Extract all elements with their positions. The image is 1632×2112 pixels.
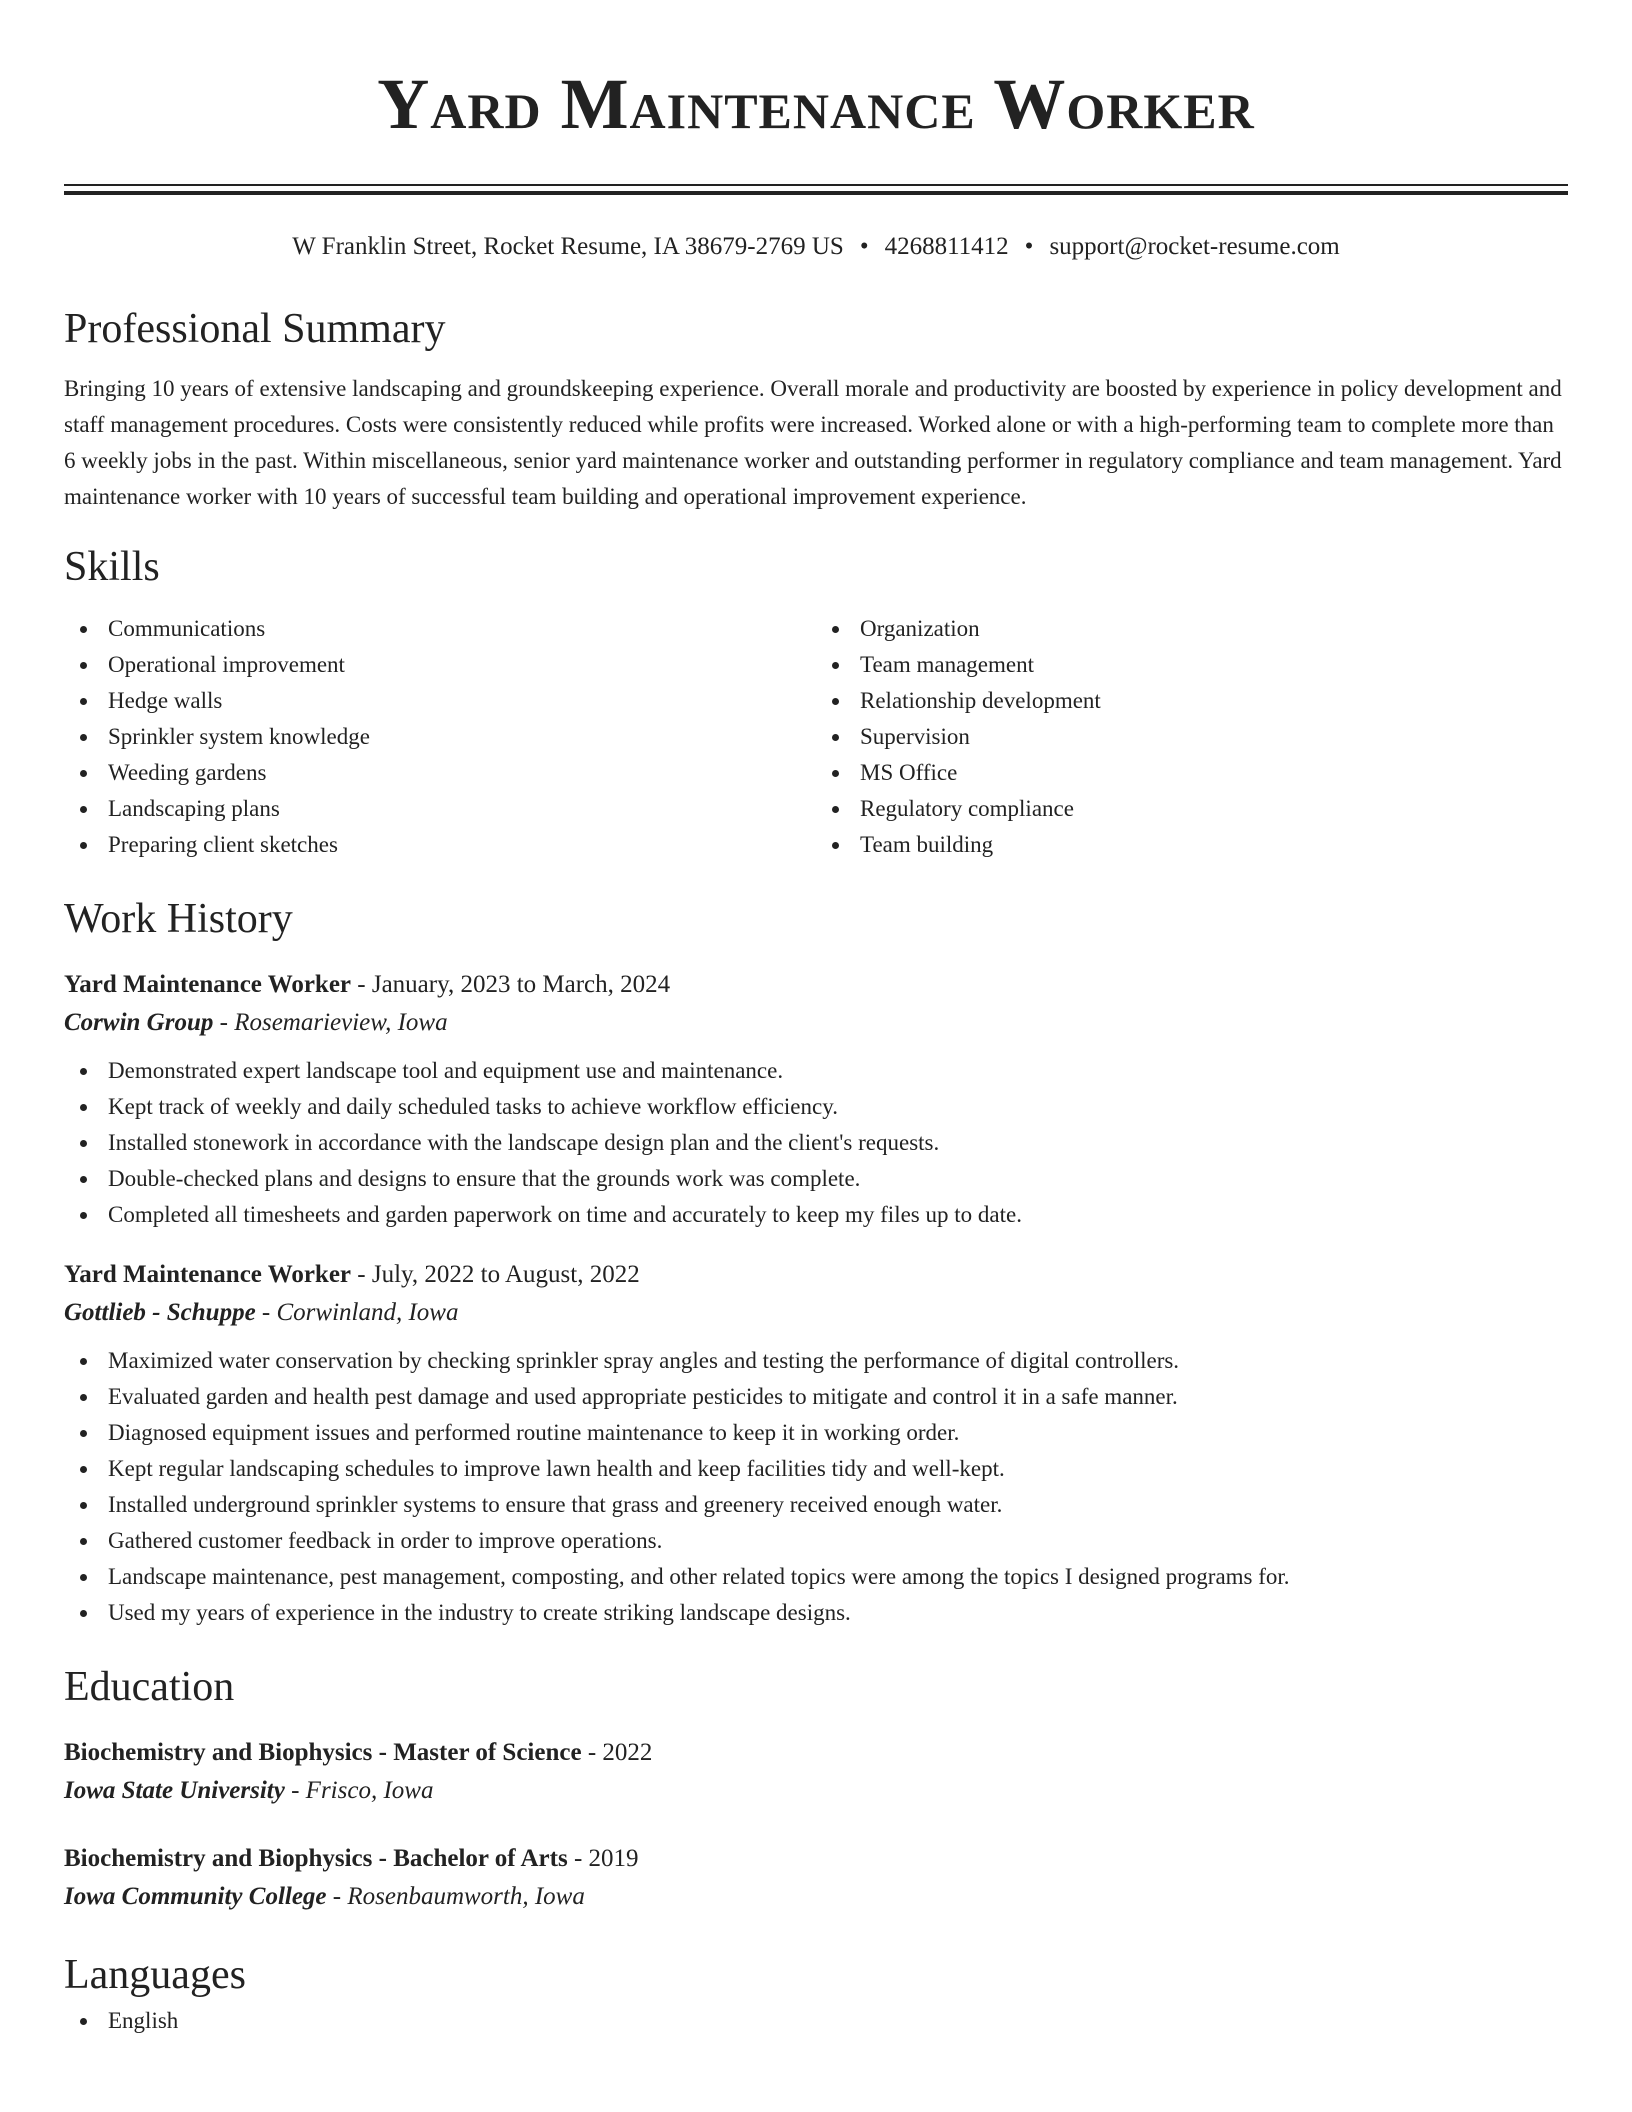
skill-item: MS Office	[816, 755, 1568, 791]
education-year: - 2022	[581, 1739, 653, 1766]
job-dates: - January, 2023 to March, 2024	[351, 971, 671, 998]
job-bullet: Kept regular landscaping schedules to improve lawn health and keep facilities tidy and well-kept.	[64, 1451, 1568, 1487]
education-degree: Biochemistry and Biophysics - Bachelor of Arts	[64, 1845, 568, 1872]
job-bullet: Used my years of experience in the industry to create striking landscape designs.	[64, 1595, 1568, 1631]
title-divider-thick	[64, 191, 1568, 195]
education-degree-line	[64, 1735, 1568, 1771]
contact-separator: •	[1024, 233, 1034, 260]
job-bullets	[64, 1053, 1568, 1233]
summary-heading: Professional Summary	[64, 306, 446, 352]
language-item: English	[64, 2003, 1568, 2039]
skills-heading: Skills	[64, 544, 160, 590]
education-entry	[64, 1841, 1568, 1917]
contact-phone: 4268811412	[884, 233, 1009, 260]
job-title-line	[64, 967, 1568, 1003]
education-entry	[64, 1735, 1568, 1811]
contact-line	[64, 231, 1568, 263]
contact-separator: •	[859, 233, 869, 260]
summary-text: Bringing 10 years of extensive landscaping and groundskeeping experience. Overall morale and productivity are boosted by experience in policy development and staff management procedures. Costs were consistently reduced while profits were increased. Worked alone or with a high-performing team to complete more than 6 weekly jobs in the past. Within miscellaneous, senior yard maintenance worker and outstanding performer in regulatory compliance and team management. Yard maintenance worker with 10 years of successful team building and operational improvement experience.	[64, 376, 1562, 509]
skill-item: Weeding gardens	[64, 755, 816, 791]
languages-heading: Languages	[64, 1952, 246, 1998]
job-bullet: Kept track of weekly and daily scheduled tasks to achieve workflow efficiency.	[64, 1089, 1568, 1125]
job-location: - Corwinland, Iowa	[255, 1299, 459, 1326]
education-location: - Frisco, Iowa	[284, 1777, 434, 1804]
job-entry	[64, 967, 1568, 1233]
skill-item: Landscaping plans	[64, 791, 816, 827]
work-history-heading: Work History	[64, 896, 293, 942]
skill-item: Team management	[816, 647, 1568, 683]
job-entry	[64, 1257, 1568, 1631]
job-bullet: Diagnosed equipment issues and performed routine maintenance to keep it in working order.	[64, 1415, 1568, 1451]
job-dates: - July, 2022 to August, 2022	[351, 1261, 640, 1288]
job-company-line	[64, 1293, 1568, 1333]
job-title: Yard Maintenance Worker	[64, 1261, 352, 1288]
job-bullet: Completed all timesheets and garden paperwork on time and accurately to keep my files up to date.	[64, 1197, 1568, 1233]
job-company: Corwin Group	[64, 1009, 214, 1036]
job-bullet: Installed stonework in accordance with the landscape design plan and the client's requests.	[64, 1125, 1568, 1161]
education-degree: Biochemistry and Biophysics - Master of Science	[64, 1739, 582, 1766]
job-title-line	[64, 1257, 1568, 1293]
job-bullet: Demonstrated expert landscape tool and equipment use and maintenance.	[64, 1053, 1568, 1089]
contact-address: W Franklin Street, Rocket Resume, IA 38679-2769 US	[292, 233, 844, 260]
skill-item: Regulatory compliance	[816, 791, 1568, 827]
skill-item: Supervision	[816, 719, 1568, 755]
education-school: Iowa State University	[64, 1777, 285, 1804]
resume-title: Yard Maintenance Worker	[377, 64, 1255, 144]
job-title: Yard Maintenance Worker	[64, 971, 352, 998]
education-school-line	[64, 1771, 1568, 1811]
job-company-line	[64, 1003, 1568, 1043]
skill-item: Operational improvement	[64, 647, 816, 683]
job-bullet: Maximized water conservation by checking sprinkler spray angles and testing the performance of digital controllers.	[64, 1343, 1568, 1379]
skills-column-right	[816, 611, 1568, 863]
job-bullet: Landscape maintenance, pest management, composting, and other related topics were among the topics I designed programs for.	[64, 1559, 1568, 1595]
education-location: - Rosenbaumworth, Iowa	[326, 1883, 585, 1910]
skill-item: Hedge walls	[64, 683, 816, 719]
skill-item: Team building	[816, 827, 1568, 863]
skill-item: Preparing client sketches	[64, 827, 816, 863]
job-bullet: Double-checked plans and designs to ensure that the grounds work was complete.	[64, 1161, 1568, 1197]
job-bullets	[64, 1343, 1568, 1631]
job-location: - Rosemarieview, Iowa	[213, 1009, 448, 1036]
education-year: - 2019	[567, 1845, 639, 1872]
education-degree-line	[64, 1841, 1568, 1877]
education-school-line	[64, 1877, 1568, 1917]
skills-column-left	[64, 611, 816, 863]
contact-email: support@rocket-resume.com	[1049, 233, 1340, 260]
skill-item: Relationship development	[816, 683, 1568, 719]
languages-list	[64, 2003, 1568, 2039]
education-heading: Education	[64, 1664, 235, 1710]
job-bullet: Installed underground sprinkler systems to ensure that grass and greenery received enough water.	[64, 1487, 1568, 1523]
education-school: Iowa Community College	[64, 1883, 327, 1910]
job-bullet: Evaluated garden and health pest damage and used appropriate pesticides to mitigate and control it in a safe manner.	[64, 1379, 1568, 1415]
skills-list	[64, 611, 1568, 863]
skill-item: Sprinkler system knowledge	[64, 719, 816, 755]
skill-item: Organization	[816, 611, 1568, 647]
job-company: Gottlieb - Schuppe	[64, 1299, 256, 1326]
job-bullet: Gathered customer feedback in order to improve operations.	[64, 1523, 1568, 1559]
skill-item: Communications	[64, 611, 816, 647]
title-divider-thin	[64, 184, 1568, 186]
